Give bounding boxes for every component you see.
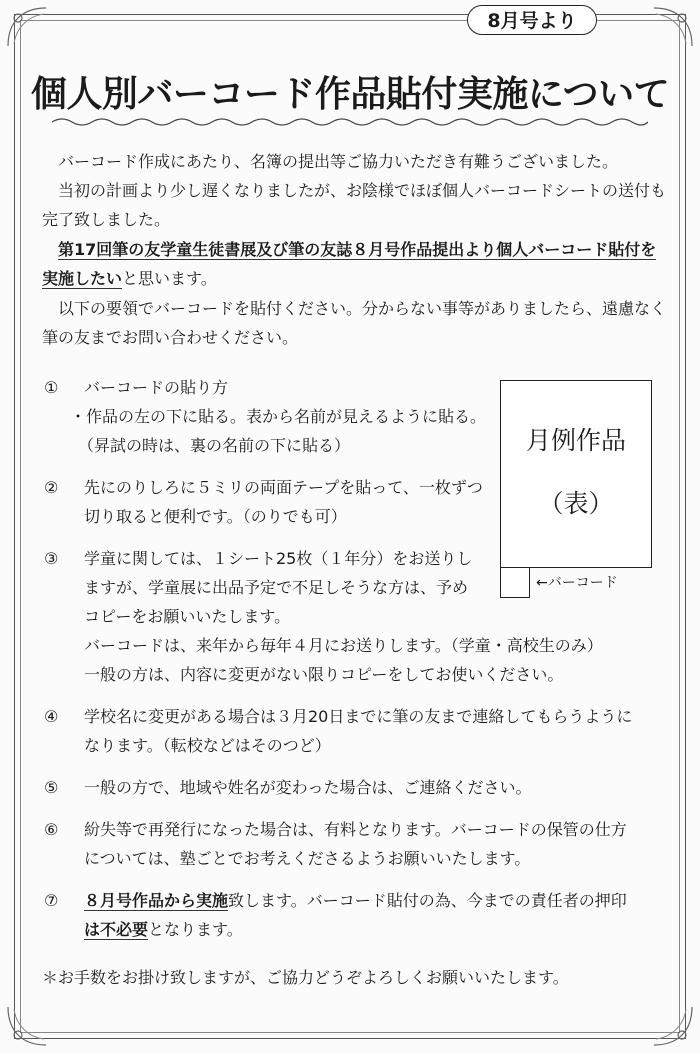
item-text: 致します。バーコード貼付の為、今までの責任者の押印: [228, 891, 627, 910]
sample-side-label: （表）: [538, 489, 614, 518]
item-line: については、塾ごとでお考えくださるようお願いいたします。: [84, 849, 531, 868]
item-line: 一般の方で、地域や姓名が変わった場合は、ご連絡ください。: [84, 778, 532, 797]
item-number: ⑦: [44, 891, 59, 910]
item-line: 紛失等で再発行になった場合は、有料となります。バーコードの保管の仕方: [84, 820, 627, 839]
sample-title: 月例作品: [525, 426, 626, 455]
list-item: [42, 773, 662, 802]
item-line: （昇試の時は、裏の名前の下に貼る）: [70, 436, 351, 455]
item-line: バーコードは、来年から毎年４月にお送りします。（学童・高校生のみ）: [84, 636, 603, 655]
item-number: ⑥: [44, 820, 59, 839]
list-item: [42, 815, 662, 873]
barcode-label: ←バーコード: [536, 575, 618, 591]
item-line: [84, 915, 662, 944]
item-line: コピーをお願いいたします。: [84, 607, 291, 626]
intro-paragraph: 当初の計画より少し遅くなりましたが、お陰様でほぼ個人バーコードシートの送付も完了致しました。: [42, 181, 667, 229]
highlighted-text: は不必要: [84, 920, 149, 939]
item-text: となります。: [148, 920, 243, 939]
issue-badge: 8月号より: [467, 5, 597, 35]
corner-ornament-icon: [650, 1003, 696, 1049]
item-line: [84, 886, 662, 915]
paragraph-text: と思います。: [122, 269, 217, 288]
item-line: 一般の方は、内容に変更がない限りコピーをしてお使いください。: [84, 665, 564, 684]
item-line: 切り取ると便利です。（のりでも可）: [84, 507, 347, 526]
highlighted-text: 第17回筆の友学童生徒書展及び筆の友誌８月号作品提出より個人バーコード貼付を実施したい: [42, 240, 657, 288]
highlighted-text: ８月号作品から実施: [84, 891, 229, 910]
item-line: 学童に関しては、１シート25枚（１年分）をお送りし: [84, 549, 473, 568]
intro-paragraph: [42, 235, 666, 293]
item-number: ①: [44, 378, 59, 397]
item-line: ・作品の左の下に貼る。表から名前が見えるように貼る。: [70, 407, 487, 426]
sample-artwork-diagram: [500, 380, 652, 568]
item-line: 先にのりしろに５ミリの両面テープを貼って、一枚ずつ: [84, 478, 483, 497]
closing-note: ＊お手数をお掛け致しますが、ご協力どうぞよろしくお願いいたします。: [42, 968, 569, 987]
item-number: ②: [44, 478, 59, 497]
barcode-position-box: [500, 568, 530, 598]
list-item: [42, 886, 662, 944]
item-line: なります。（転校などはそのつど）: [84, 736, 331, 755]
item-line: ますが、学童展に出品予定で不足しそうな方は、予め: [84, 578, 469, 597]
page-title: 個人別バーコード作品貼付実施について: [30, 74, 670, 115]
title-underline-ornament: [52, 114, 648, 130]
item-number: ③: [44, 549, 59, 568]
corner-ornament-icon: [4, 1003, 50, 1049]
corner-ornament-icon: [4, 4, 50, 50]
item-line: バーコードの貼り方: [84, 378, 229, 397]
intro-paragraph: バーコード作成にあたり、名簿の提出等ご協力いただき有難うございました。: [58, 152, 619, 171]
list-item: [42, 702, 662, 760]
corner-ornament-icon: [650, 4, 696, 50]
item-number: ④: [44, 707, 59, 726]
item-number: ⑤: [44, 778, 59, 797]
intro-paragraph: 以下の要領でバーコードを貼付ください。分からない事等がありましたら、遠慮なく筆の友までお問い合わせください。: [42, 299, 667, 347]
item-line: 学校名に変更がある場合は３月20日までに筆の友まで連絡してもらうように: [84, 707, 633, 726]
